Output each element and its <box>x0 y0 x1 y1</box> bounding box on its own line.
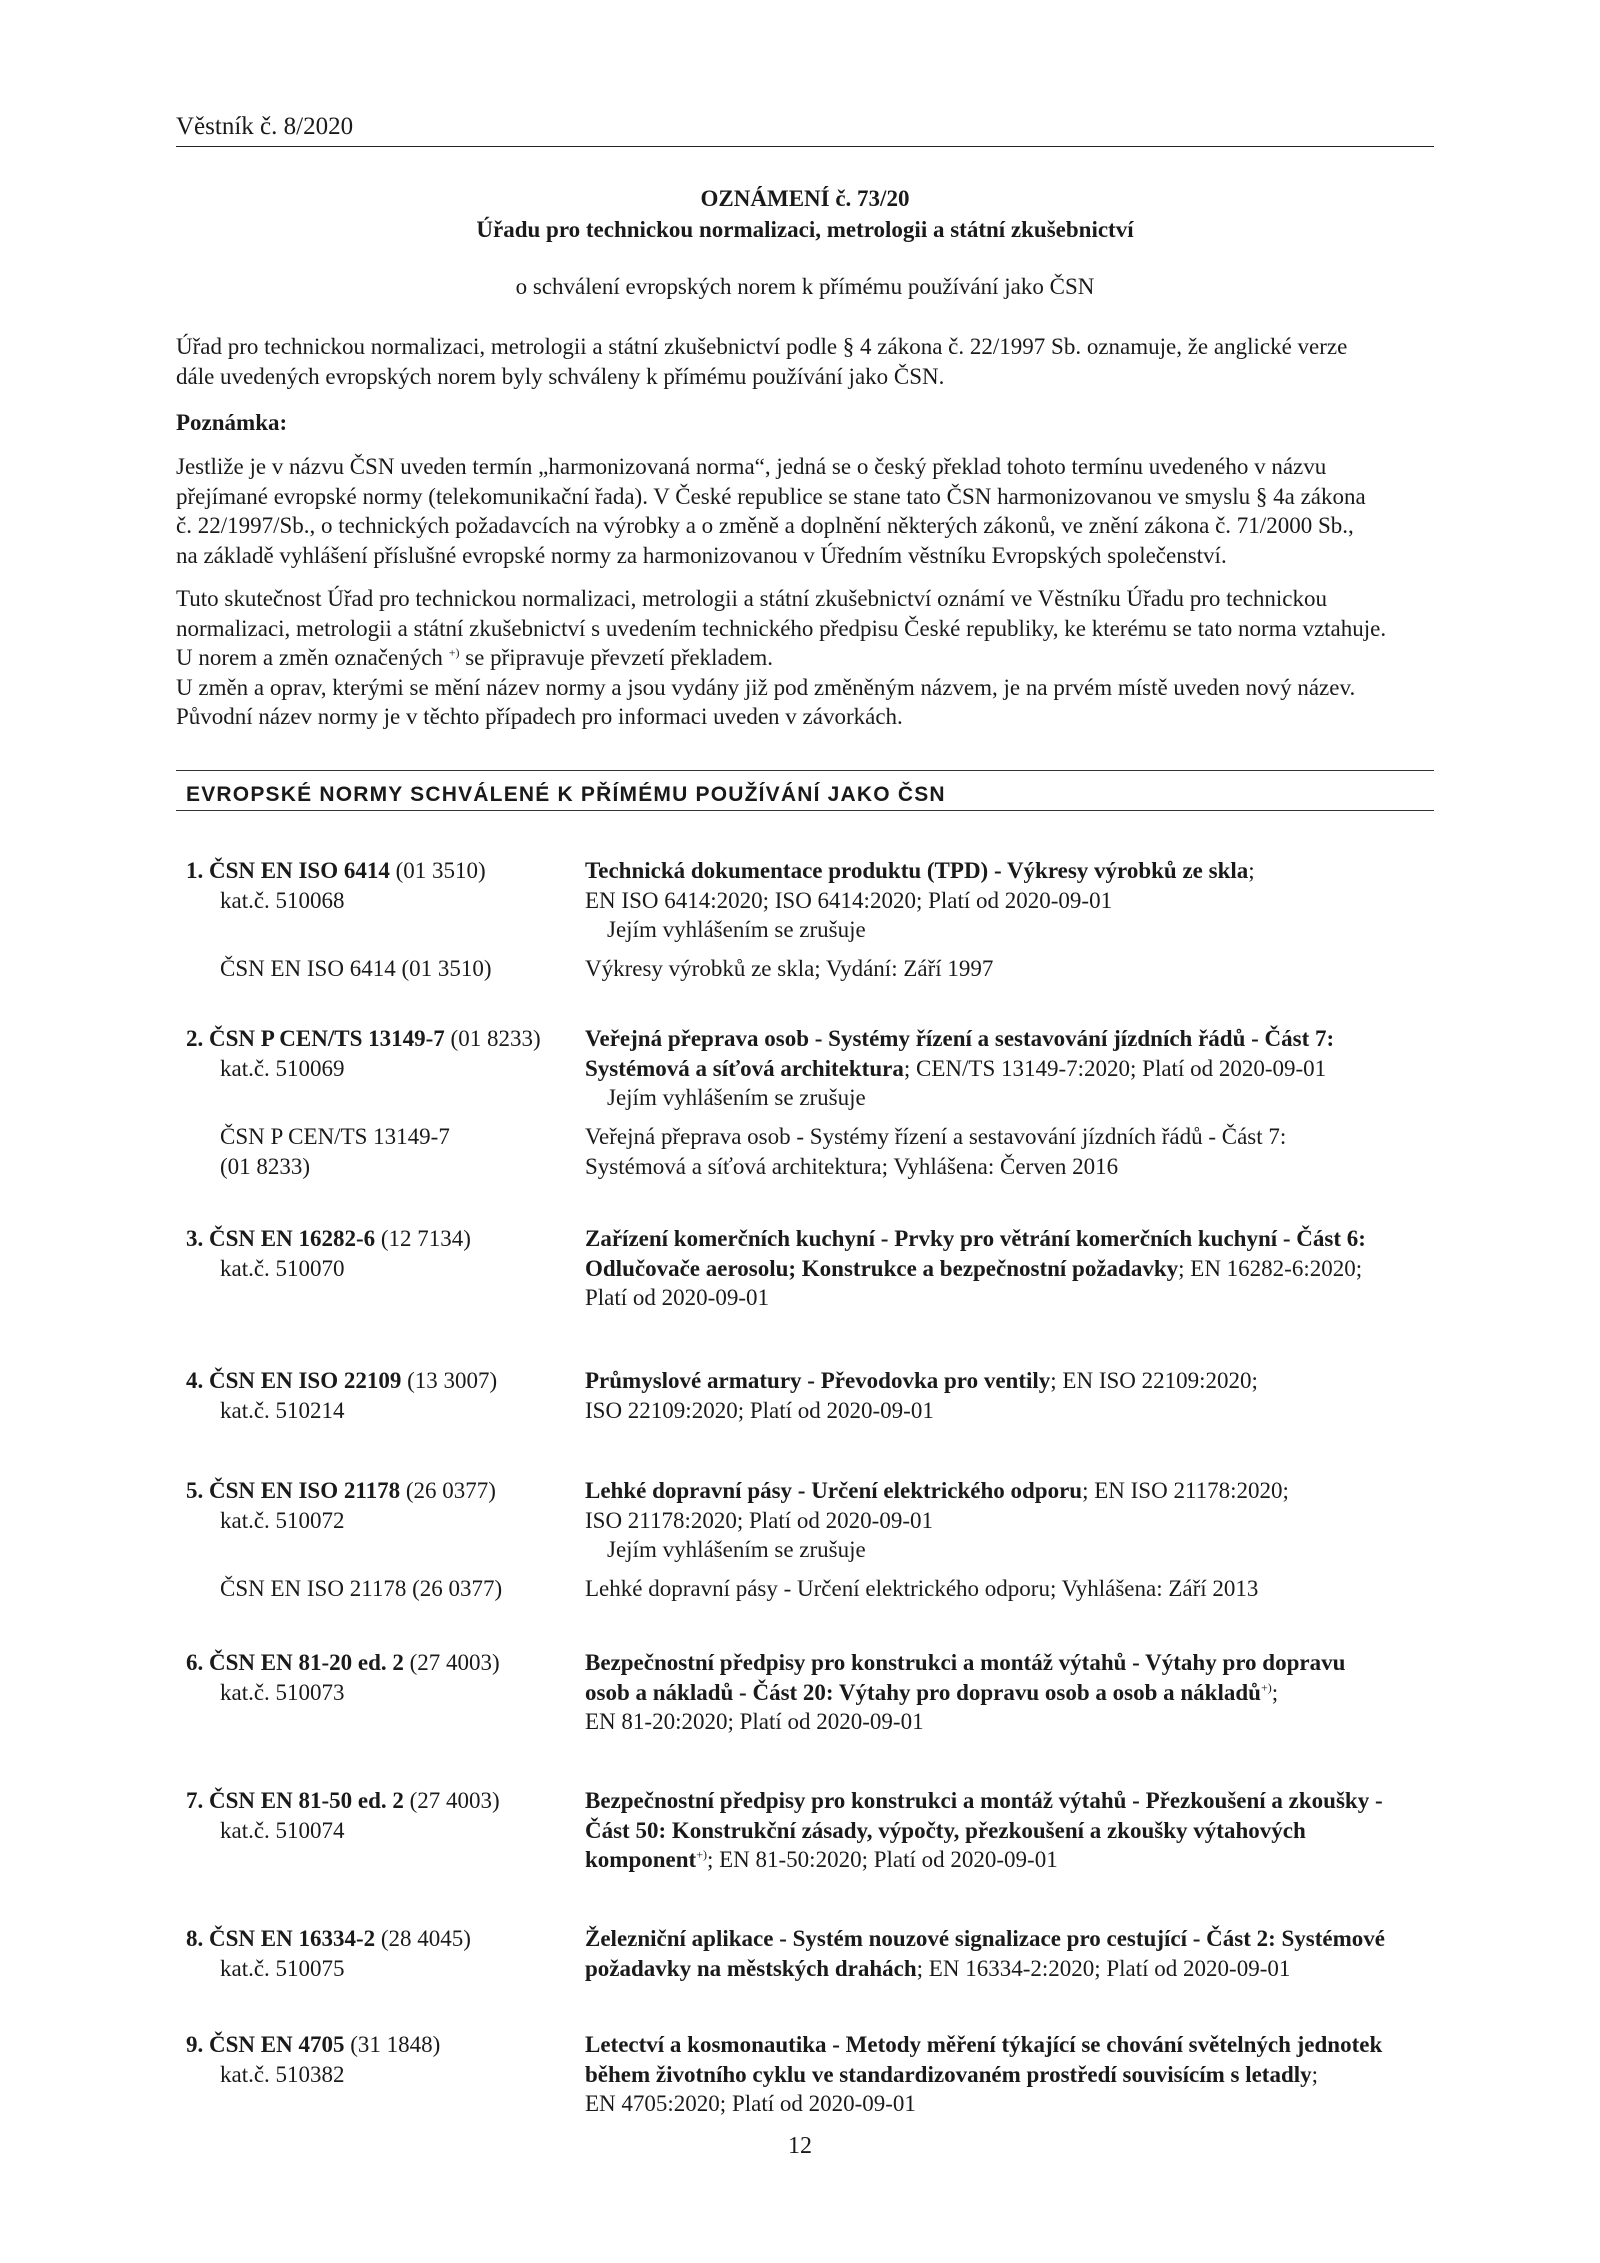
catalog-number: kat.č. 510074 <box>220 1818 345 1843</box>
catalog-number: kat.č. 510069 <box>220 1056 345 1081</box>
note-paragraph-1 <box>176 452 1434 570</box>
cancelled-description: Systémová a síťová architektura; Vyhlášena: Červen 2016 <box>585 1154 1119 1179</box>
intro-line: dále uvedených evropských norem byly schváleny k přímému používání jako ČSN. <box>176 363 945 389</box>
norm-description: Technická dokumentace produktu (TPD) - Výkresy výrobků ze skla; EN ISO 6414:2020; ISO 6414:2020; Platí od 2020-09-01 Jejím vyhlášením se zrušuje <box>585 858 1255 942</box>
section-rule-top <box>176 770 1434 771</box>
norm-description: Bezpečnostní předpisy pro konstrukci a montáž výtahů - Přezkoušení a zkoušky - Část 50: Konstrukční zásady, výpočty, přezkoušení a zkoušky výtahových komponent+); EN 81-50:2020; Platí od 2020-09-01 <box>585 1788 1383 1872</box>
cancelled-description: Výkresy výrobků ze skla; Vydání: Září 1997 <box>585 956 994 981</box>
cancelled-norm: ČSN EN ISO 21178 (26 0377) <box>220 1576 503 1601</box>
note-text: se připravuje převzetí překladem. <box>465 645 774 670</box>
norm-number: 8. ČSN EN 16334-2 (28 4045) <box>186 1926 471 1951</box>
section-heading: EVROPSKÉ NORMY SCHVÁLENÉ K PŘÍMÉMU POUŽÍVÁNÍ JAKO ČSN <box>186 783 946 806</box>
page-header <box>176 112 1434 147</box>
note-line: Původní název normy je v těchto případech pro informaci uveden v závorkách. <box>176 704 903 729</box>
cancelled-description: Veřejná přeprava osob - Systémy řízení a sestavování jízdních řádů - Část 7: <box>585 1124 1287 1149</box>
plus-marker: +) <box>1260 1679 1272 1694</box>
norm-description: Veřejná přeprava osob - Systémy řízení a sestavování jízdních řádů - Část 7: Systémová a síťová architektura; CEN/TS 13149-7:2020; Platí od 2020-09-01 Jejím vyhlášením se zrušuje <box>585 1026 1335 1110</box>
note-paragraph-2 <box>176 584 1434 732</box>
norm-number: 9. ČSN EN 4705 (31 1848) <box>186 2032 441 2057</box>
notice-subtitle: o schválení evropských norem k přímému používání jako ČSN <box>515 274 1095 299</box>
norm-description: Zařízení komerčních kuchyní - Prvky pro větrání komerčních kuchyní - Část 6: Odlučovače aerosolu; Konstrukce a bezpečnostní požadavky; EN 16282-6:2020; Platí od 2020-09-01 <box>585 1226 1366 1310</box>
catalog-number: kat.č. 510075 <box>220 1956 345 1981</box>
journal-title: Věstník č. 8/2020 <box>176 113 354 140</box>
norm-number: 3. ČSN EN 16282-6 (12 7134) <box>186 1226 471 1251</box>
plus-marker: +) <box>448 645 460 660</box>
catalog-number: kat.č. 510073 <box>220 1680 345 1705</box>
notice-title: OZNÁMENÍ č. 73/20 <box>700 186 910 211</box>
note-line <box>176 643 1434 673</box>
norm-description: Lehké dopravní pásy - Určení elektrického odporu; EN ISO 21178:2020; ISO 21178:2020; Platí od 2020-09-01 Jejím vyhlášením se zrušuje <box>585 1478 1289 1562</box>
intro-line: Úřad pro technickou normalizaci, metrologii a státní zkušebnictví podle § 4 zákona č. 22/1997 Sb. oznamuje, že anglické verze <box>176 334 1348 359</box>
catalog-number: kat.č. 510068 <box>220 888 345 913</box>
catalog-number: kat.č. 510070 <box>220 1256 345 1281</box>
note-line: U změn a oprav, kterými se mění název normy a jsou vydány již pod změněným názvem, je na prvém místě uveden nový název. <box>176 674 1356 700</box>
catalog-number: kat.č. 510214 <box>220 1398 345 1423</box>
norm-number: 1. ČSN EN ISO 6414 (01 3510) <box>186 858 486 883</box>
cancelled-norm: (01 8233) <box>220 1154 311 1179</box>
note-label: Poznámka: <box>176 410 288 435</box>
norm-number: 5. ČSN EN ISO 21178 (26 0377) <box>186 1478 496 1503</box>
cancelled-description: Lehké dopravní pásy - Určení elektrického odporu; Vyhlášena: Září 2013 <box>585 1576 1259 1601</box>
cancelled-norm: ČSN P CEN/TS 13149-7 <box>220 1124 450 1149</box>
norm-description: Letectví a kosmonautika - Metody měření týkající se chování světelných jednotek během životního cyklu ve standardizovaném prostředí souvisícím s letadly; EN 4705:2020; Platí od 2020-09-01 <box>585 2032 1383 2116</box>
catalog-number: kat.č. 510072 <box>220 1508 345 1533</box>
norm-description: Bezpečnostní předpisy pro konstrukci a montáž výtahů - Výtahy pro dopravu osob a nákladů - Část 20: Výtahy pro dopravu osob a osob a nákladů+); EN 81-20:2020; Platí od 2020-09-01 <box>585 1650 1346 1734</box>
plus-marker: +) <box>696 1847 707 1862</box>
page-number: 12 <box>788 2133 812 2159</box>
norm-number: 6. ČSN EN 81-20 ed. 2 (27 4003) <box>186 1650 500 1675</box>
norm-description: Železniční aplikace - Systém nouzové signalizace pro cestující - Část 2: Systémové požadavky na městských drahách; EN 16334-2:2020; Platí od 2020-09-01 <box>585 1926 1385 1981</box>
cancelled-norm: ČSN EN ISO 6414 (01 3510) <box>220 956 492 981</box>
norm-number: 7. ČSN EN 81-50 ed. 2 (27 4003) <box>186 1788 500 1813</box>
norm-number: 2. ČSN P CEN/TS 13149-7 (01 8233) <box>186 1026 541 1051</box>
intro-paragraph <box>176 332 1434 391</box>
note-text: U norem a změn označených <box>176 645 443 670</box>
catalog-number: kat.č. 510382 <box>220 2062 345 2087</box>
note-line: Tuto skutečnost Úřad pro technickou normalizaci, metrologii a státní zkušebnictví oznámí ve Věstníku Úřadu pro technickou <box>176 586 1328 611</box>
notice-org: Úřadu pro technickou normalizaci, metrologii a státní zkušebnictví <box>476 217 1134 242</box>
note-line: normalizaci, metrologii a státní zkušebnictví s uvedením technického předpisu České republiky, ke kterému se tato norma vztahuje. <box>176 615 1387 641</box>
note-line: Jestliže je v názvu ČSN uveden termín „harmonizovaná norma“, jedná se o český překlad tohoto termínu uvedeného v názvu <box>176 454 1327 479</box>
note-line: na základě vyhlášení příslušné evropské normy za harmonizovanou v Úředním věstníku Evropských společenství. <box>176 542 1227 568</box>
note-line: č. 22/1997/Sb., o technických požadavcích na výrobky a o změně a doplnění některých zákonů, ve znění zákona č. 71/2000 Sb., <box>176 513 1354 538</box>
section-rule-bottom <box>176 810 1434 811</box>
norm-number: 4. ČSN EN ISO 22109 (13 3007) <box>186 1368 498 1393</box>
note-line: přejímané evropské normy (telekomunikační řada). V České republice se stane tato ČSN harmonizovanou ve smyslu § 4a zákona <box>176 483 1366 509</box>
norm-description: Průmyslové armatury - Převodovka pro ventily; EN ISO 22109:2020; ISO 22109:2020; Platí od 2020-09-01 <box>585 1368 1258 1423</box>
